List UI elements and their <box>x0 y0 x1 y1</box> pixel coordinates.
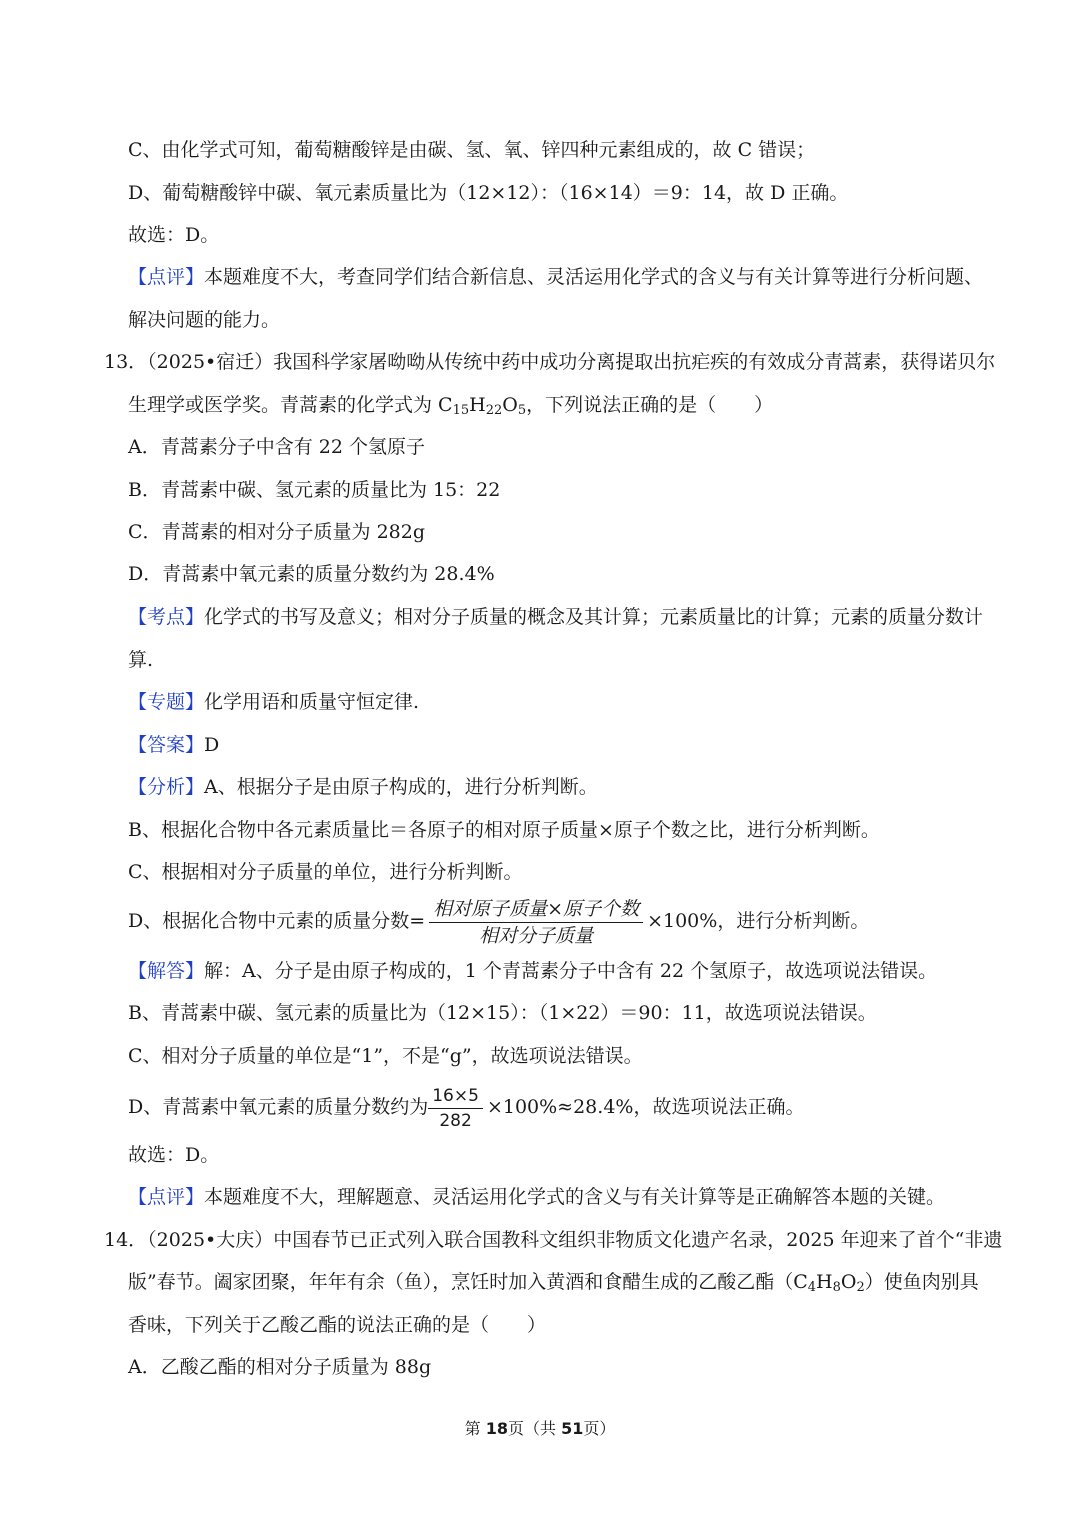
mass-fraction-formula <box>429 897 643 948</box>
prev-choice: 故选：D。 <box>128 224 220 246</box>
prev-review <box>128 265 983 289</box>
zhuanti-tag: 【专题】 <box>128 691 205 713</box>
formula-sub: 4 <box>807 1280 817 1295</box>
q13-option-d: D．青蒿素中氧元素的质量分数约为 28.4% <box>128 563 495 585</box>
q13-stem-tail: ，下列说法正确的是（ ） <box>526 394 774 416</box>
formula-element: H <box>469 394 486 416</box>
q14-stem-line3: 香味，下列关于乙酸乙酯的说法正确的是（ ） <box>128 1314 547 1336</box>
formula-sub: 22 <box>485 403 503 418</box>
solution-text: 解：A、分子是由原子构成的，1 个青蒿素分子中含有 22 个氢原子，故选项说法错误。 <box>204 960 938 982</box>
solution-d-text: D、青蒿素中氧元素的质量分数约为 <box>128 1096 429 1118</box>
analysis-d-tail: ×100%，进行分析判断。 <box>647 910 870 932</box>
formula-element: H <box>816 1271 833 1293</box>
formula-element: O <box>840 1271 857 1293</box>
q13-choice: 故选：D。 <box>128 1144 220 1166</box>
q13-analysis-a <box>128 775 598 799</box>
formula-element: O <box>502 394 518 416</box>
review-tag: 【点评】 <box>128 1186 205 1208</box>
q13-solution-d <box>128 1079 804 1135</box>
q14-stem-text: 版”春节。阖家团聚，年年有余（鱼），烹饪时加入黄酒和食醋生成的乙酸乙酯（C <box>128 1271 808 1293</box>
q13-stem-line1: 13．（2025•宿迁）我国科学家屠呦呦从传统中药中成功分离提取出抗疟疾的有效成分青蒿素，获得诺贝尔 <box>104 351 996 373</box>
q14-stem-line1: 14．（2025•大庆）中国春节已正式列入联合国教科文组织非物质文化遗产名录，2025 年迎来了首个“非遗 <box>104 1229 1003 1251</box>
page-footer <box>0 1416 1080 1439</box>
q13-solution-a <box>128 959 937 983</box>
analysis-text: A、根据分子是由原子构成的，进行分析判断。 <box>204 776 598 798</box>
analysis-tag: 【分析】 <box>128 776 205 798</box>
oxygen-fraction-formula <box>428 1085 483 1132</box>
answer-tag: 【答案】 <box>128 734 205 756</box>
q13-solution-b: B、青蒿素中碳、氢元素的质量比为（12×15）：（1×22）＝90：11，故选项说法错误。 <box>128 1002 877 1024</box>
q13-zhuanti <box>128 690 419 714</box>
formula-sub: 5 <box>517 403 527 418</box>
q13-kaodian-cont: 算. <box>128 649 154 671</box>
formula-sub: 8 <box>832 1280 841 1295</box>
footer-text: 页（共 <box>507 1419 562 1438</box>
formula-numerator: 相对原子质量×原子个数 <box>429 897 643 923</box>
answer-text: D <box>204 734 220 756</box>
q13-analysis-c: C、根据相对分子质量的单位，进行分析判断。 <box>128 861 523 883</box>
kaodian-text: 化学式的书写及意义；相对分子质量的概念及其计算；元素质量比的计算；元素的质量分数计 <box>204 606 984 628</box>
solution-d-tail: ×100%≈28.4%，故选项说法正确。 <box>486 1096 805 1118</box>
review-text: 本题难度不大，理解题意、灵活运用化学式的含义与有关计算等是正确解答本题的关键。 <box>204 1186 946 1208</box>
q13-option-c: C．青蒿素的相对分子质量为 282g <box>128 521 426 543</box>
formula-denominator: 相对分子质量 <box>479 924 594 947</box>
q13-solution-c: C、相对分子质量的单位是“1”，不是“g”，故选项说法错误。 <box>128 1045 643 1067</box>
footer-text: 第 <box>464 1419 486 1438</box>
q13-option-a: A．青蒿素分子中含有 22 个氢原子 <box>128 436 425 458</box>
formula-sub: 2 <box>856 1280 865 1295</box>
q14-stem-tail: ）使鱼肉别具 <box>864 1271 979 1293</box>
prev-review-cont: 解决问题的能力。 <box>128 309 281 331</box>
q13-stem-line2 <box>128 393 773 417</box>
formula-denominator: 282 <box>439 1110 472 1131</box>
q13-kaodian <box>128 605 983 629</box>
kaodian-tag: 【考点】 <box>128 606 205 628</box>
page-number: 18 <box>485 1419 508 1438</box>
q13-analysis-d <box>128 893 869 949</box>
formula-numerator: 16×5 <box>428 1085 483 1109</box>
q13-option-b: B．青蒿素中碳、氢元素的质量比为 15：22 <box>128 479 501 501</box>
review-tag: 【点评】 <box>128 266 205 288</box>
q13-review <box>128 1185 945 1209</box>
q14-stem-line2 <box>128 1270 979 1294</box>
solution-tag: 【解答】 <box>128 960 205 982</box>
zhuanti-text: 化学用语和质量守恒定律. <box>204 691 420 713</box>
prev-option-c-analysis: C、由化学式可知，葡萄糖酸锌是由碳、氢、氧、锌四种元素组成的，故 C 错误； <box>128 139 816 161</box>
formula-sub: 15 <box>452 403 470 418</box>
q13-answer <box>128 733 219 757</box>
q13-stem-text: 生理学或医学奖。青蒿素的化学式为 C <box>128 394 453 416</box>
q14-option-a: A．乙酸乙酯的相对分子质量为 88g <box>128 1356 432 1378</box>
review-text: 本题难度不大，考查同学们结合新信息、灵活运用化学式的含义与有关计算等进行分析问题、 <box>204 266 984 288</box>
footer-text: 页） <box>583 1419 616 1438</box>
total-pages: 51 <box>561 1419 584 1438</box>
analysis-d-text: D、根据化合物中元素的质量分数= <box>128 910 426 932</box>
q13-analysis-b: B、根据化合物中各元素质量比＝各原子的相对原子质量×原子个数之比，进行分析判断。 <box>128 819 880 841</box>
prev-option-d-analysis: D、葡萄糖酸锌中碳、氧元素质量比为（12×12）：（16×14）＝9：14，故 D 正确。 <box>128 182 849 204</box>
